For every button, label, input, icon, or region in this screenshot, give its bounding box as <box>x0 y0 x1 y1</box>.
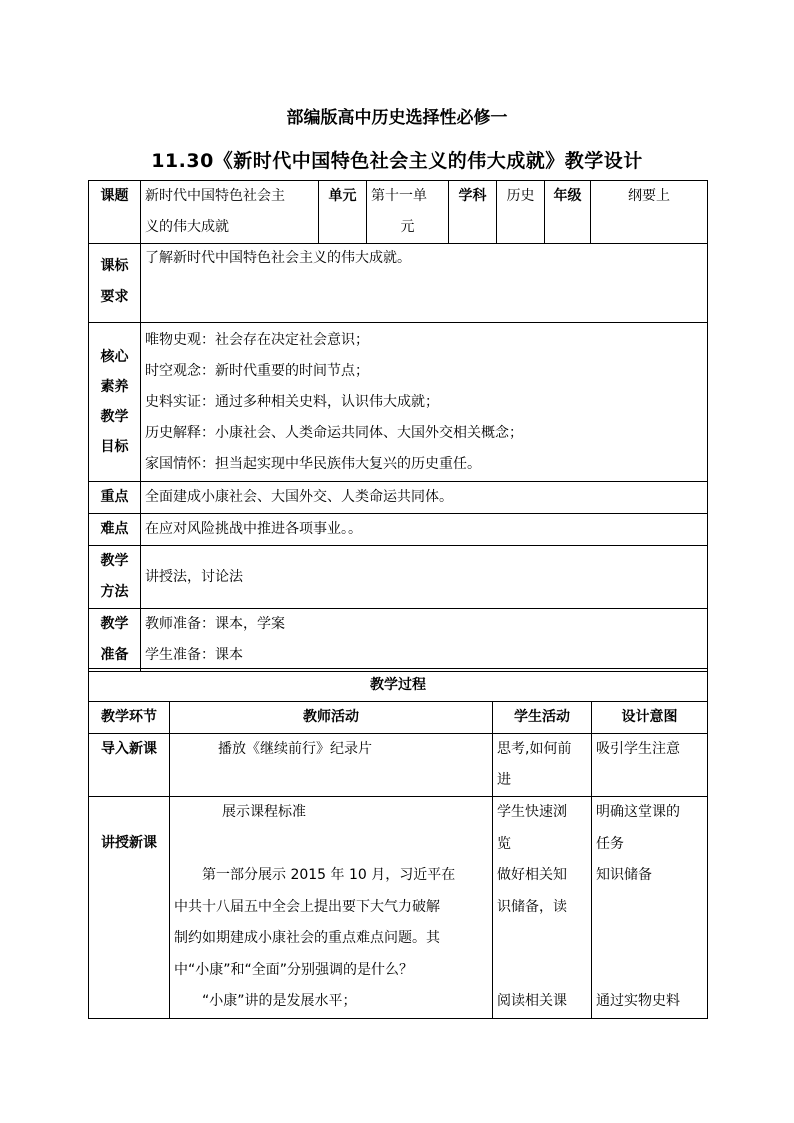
lecture-teacher-line: “小康”讲的是发展水平； <box>202 993 357 1009</box>
lecture-stage <box>89 797 170 1019</box>
topic-value-line: 义的伟大成就 <box>145 219 229 235</box>
standard-text: 了解新时代中国特色社会主义的伟大成就。 <box>141 244 708 323</box>
method-row <box>89 546 708 609</box>
lecture-stage-label: 讲授新课 <box>101 835 157 851</box>
process-table <box>88 668 708 1019</box>
process-heading-row <box>89 669 708 702</box>
process-heading: 教学过程 <box>89 669 708 702</box>
topic-label: 课题 <box>89 181 141 244</box>
lecture-intent-line: 明确这堂课的 <box>596 804 680 820</box>
objective-item: 家国情怀：担当起实现中华民族伟大复兴的历史重任。 <box>145 456 481 472</box>
objective-item: 历史解释：小康社会、人类命运共同体、大国外交相关概念； <box>145 425 523 441</box>
document-subtitle: 11.30《新时代中国特色社会主义的伟大成就》教学设计 <box>151 150 643 172</box>
objective-item: 唯物史观：社会存在决定社会意识； <box>145 332 369 348</box>
lecture-row <box>89 797 708 1019</box>
lecture-intent-line: 任务 <box>596 835 624 852</box>
unit-value-line: 第十一单 <box>371 188 427 204</box>
col-header-stage: 教学环节 <box>89 702 170 734</box>
objectives-row <box>89 323 708 482</box>
standard-label-line: 课标 <box>100 258 129 274</box>
subject-label: 学科 <box>449 181 497 244</box>
lecture-teacher-line: 中共十八届五中全会上提出要下大气力破解 <box>174 898 440 915</box>
lecture-student-line: 学生快速浏 <box>497 804 567 820</box>
prep-label-line: 教学 <box>100 616 129 632</box>
intro-student <box>493 734 592 797</box>
lecture-teacher <box>170 797 493 1019</box>
method-label-line: 方法 <box>100 584 129 600</box>
prep-label <box>89 609 141 672</box>
objectives-label-line: 核心 <box>100 349 129 365</box>
lecture-teacher-line: 第一部分展示 2015 年 10 月，习近平在 <box>202 867 456 883</box>
prep-text <box>141 609 708 672</box>
prep-label-line: 准备 <box>100 647 129 663</box>
standard-row <box>89 244 708 323</box>
difficulty-label: 难点 <box>89 514 141 546</box>
lecture-student-spacer <box>497 923 587 955</box>
col-header-intent: 设计意图 <box>592 702 708 734</box>
document-title: 部编版高中历史选择性必修一 <box>286 108 508 128</box>
objectives-label-line: 素养 <box>100 379 129 395</box>
topic-value-line: 新时代中国特色社会主 <box>145 188 285 204</box>
objectives-label-line: 教学 <box>100 409 129 425</box>
student-prep: 学生准备：课本 <box>145 647 243 663</box>
topic-value <box>141 181 319 244</box>
lecture-student <box>493 797 592 1019</box>
standard-label-line: 要求 <box>100 289 129 305</box>
objective-item: 史料实证：通过多种相关史料，认识伟大成就； <box>145 394 439 410</box>
lecture-student-line: 识储备，读 <box>497 898 567 915</box>
lecture-student-spacer <box>497 955 587 987</box>
lecture-student-line: 做好相关知 <box>497 867 567 883</box>
process-header-row <box>89 702 708 734</box>
unit-label: 单元 <box>319 181 367 244</box>
col-header-teacher: 教师活动 <box>170 702 493 734</box>
method-label <box>89 546 141 609</box>
lecture-intent-spacer <box>596 955 703 987</box>
objectives-label-line: 目标 <box>100 439 129 455</box>
key-point-label: 重点 <box>89 482 141 514</box>
grade-value: 纲要上 <box>591 181 708 244</box>
subject-value: 历史 <box>497 181 545 244</box>
lecture-intent <box>592 797 708 1019</box>
key-point-row <box>89 482 708 514</box>
standard-label <box>89 244 141 323</box>
lesson-info-table <box>88 180 708 672</box>
intro-student-line: 思考,如何前 <box>497 741 572 757</box>
key-point-text: 全面建成小康社会、大国外交、人类命运共同体。 <box>141 482 708 514</box>
lecture-intent-line: 知识储备 <box>596 867 652 883</box>
lecture-teacher-line: 制约如期建成小康社会的重点难点问题。其 <box>174 930 440 946</box>
intro-row <box>89 734 708 797</box>
objective-item: 时空观念：新时代重要的时间节点； <box>145 363 369 379</box>
intro-intent: 吸引学生注意 <box>592 734 708 797</box>
lecture-intent-spacer <box>596 923 703 955</box>
intro-stage: 导入新课 <box>89 734 170 797</box>
difficulty-text: 在应对风险挑战中推进各项事业。。 <box>141 514 708 546</box>
lecture-intent-spacer <box>596 892 703 924</box>
method-text: 讲授法，讨论法 <box>141 546 708 609</box>
topic-row <box>89 181 708 244</box>
objectives-label <box>89 323 141 482</box>
teacher-prep: 教师准备：课本，学案 <box>145 616 285 632</box>
intro-student-line: 进 <box>497 772 511 788</box>
lecture-student-line: 阅读相关课 <box>497 993 567 1009</box>
unit-value-line: 元 <box>400 219 415 235</box>
grade-label: 年级 <box>545 181 591 244</box>
lecture-teacher-line: 中“小康”和“全面”分别强调的是什么？ <box>174 961 414 978</box>
lecture-student-line: 览 <box>497 835 511 852</box>
method-label-line: 教学 <box>100 553 129 569</box>
lecture-teacher-spacer <box>174 829 488 861</box>
unit-value <box>367 181 449 244</box>
lecture-teacher-line: 展示课程标准 <box>222 804 306 820</box>
difficulty-row <box>89 514 708 546</box>
col-header-student: 学生活动 <box>493 702 592 734</box>
intro-teacher: 播放《继续前行》纪录片 <box>170 734 493 797</box>
lecture-intent-line: 通过实物史料 <box>596 993 680 1009</box>
objectives-list <box>141 323 708 482</box>
prep-row <box>89 609 708 672</box>
